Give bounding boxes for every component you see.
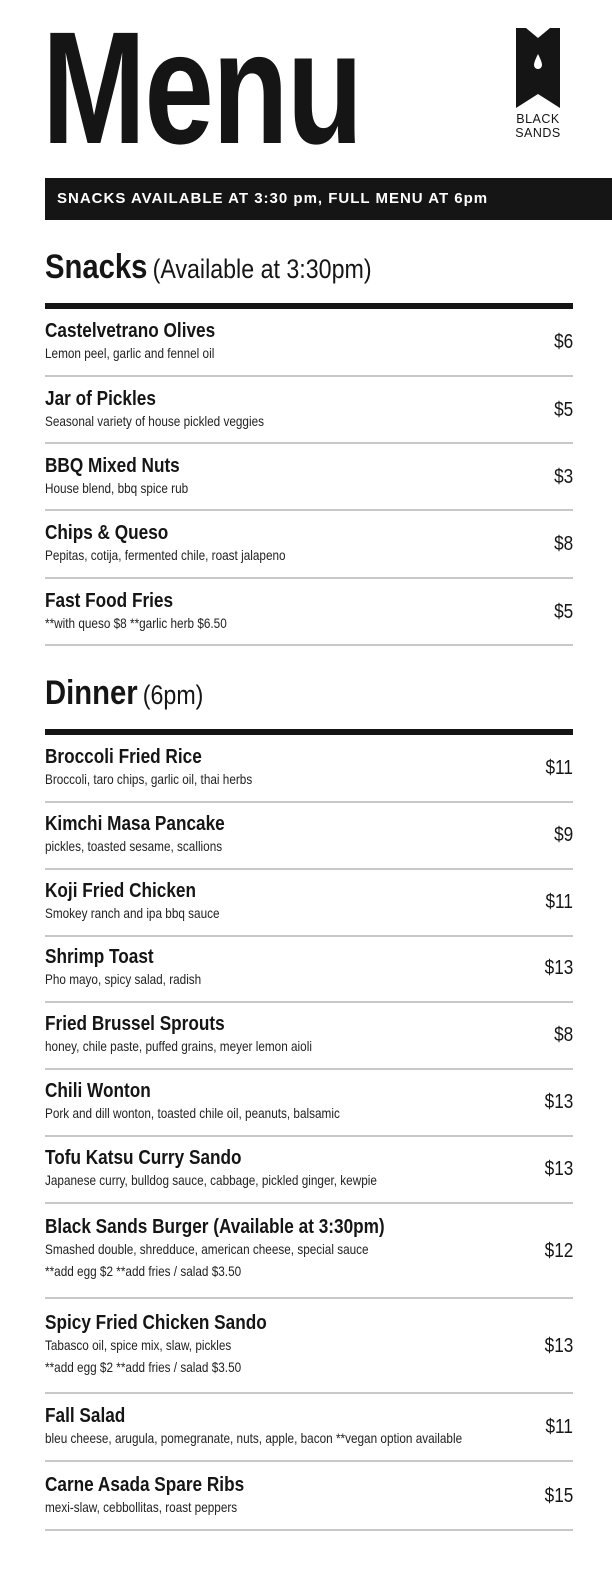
item-name: Kimchi Masa Pancake: [45, 813, 225, 835]
item-price: $9: [553, 824, 573, 846]
item-name: Chili Wonton: [45, 1080, 151, 1102]
item-name: Spicy Fried Chicken Sando: [45, 1312, 267, 1334]
item-divider: [45, 1529, 573, 1531]
item-price: $8: [553, 533, 573, 555]
dinner-heading: [45, 674, 203, 713]
page-title: Menu: [42, 0, 362, 177]
item-divider: [45, 1297, 573, 1299]
item-name: Koji Fried Chicken: [45, 880, 197, 902]
ribbon-drop-icon: [516, 28, 560, 108]
item-price: $5: [553, 601, 573, 623]
item-divider: [45, 1068, 573, 1070]
item-price: $11: [545, 891, 573, 913]
item-name: Castelvetrano Olives: [45, 320, 216, 342]
item-description: Pepitas, cotija, fermented chile, roast jalapeno: [45, 547, 286, 563]
item-divider: [45, 801, 573, 803]
item-name: Broccoli Fried Rice: [45, 746, 202, 768]
item-divider: [45, 375, 573, 377]
section-sub: (6pm): [142, 680, 204, 710]
item-name: Black Sands Burger (Available at 3:30pm): [45, 1216, 385, 1238]
item-description: House blend, bbq spice rub: [45, 480, 189, 496]
item-description: Seasonal variety of house pickled veggies: [45, 413, 265, 429]
item-name: Fall Salad: [45, 1405, 126, 1427]
item-divider: [45, 577, 573, 579]
section-name: Snacks: [45, 248, 148, 286]
item-name: Chips & Queso: [45, 522, 169, 544]
item-description: Pho mayo, spicy salad, radish: [45, 971, 202, 987]
item-price: $12: [544, 1240, 573, 1262]
item-note: **add egg $2 **add fries / salad $3.50: [45, 1263, 242, 1279]
item-description: Pork and dill wonton, toasted chile oil, peanuts, balsamic: [45, 1105, 340, 1121]
item-divider: [45, 935, 573, 937]
item-divider: [45, 1001, 573, 1003]
section-name: Dinner: [45, 674, 138, 712]
item-name: Shrimp Toast: [45, 946, 154, 968]
item-price: $8: [553, 1024, 573, 1046]
item-divider: [45, 509, 573, 511]
item-price: $11: [545, 757, 573, 779]
item-price: $6: [553, 331, 573, 353]
black-sands-logo: [508, 28, 568, 140]
item-price: $3: [553, 466, 573, 488]
item-divider: [45, 1135, 573, 1137]
item-divider: [45, 644, 573, 646]
item-divider: [45, 442, 573, 444]
item-description: pickles, toasted sesame, scallions: [45, 838, 223, 854]
item-description: Broccoli, taro chips, garlic oil, thai herbs: [45, 771, 253, 787]
item-price: $15: [544, 1485, 573, 1507]
section-divider: [45, 729, 573, 735]
section-sub: (Available at 3:30pm): [152, 254, 372, 284]
item-description: Smashed double, shredduce, american cheese, special sauce: [45, 1241, 369, 1257]
hours-banner: SNACKS AVAILABLE AT 3:30 pm, FULL MENU AT 6pm: [45, 178, 612, 220]
item-name: Fried Brussel Sprouts: [45, 1013, 225, 1035]
item-divider: [45, 1392, 573, 1394]
item-description: honey, chile paste, puffed grains, meyer lemon aioli: [45, 1038, 312, 1054]
logo-text-line2: SANDS: [515, 126, 561, 140]
item-name: Tofu Katsu Curry Sando: [45, 1147, 242, 1169]
item-price: $13: [544, 1335, 573, 1357]
item-name: Fast Food Fries: [45, 590, 174, 612]
item-price: $5: [553, 399, 573, 421]
section-divider: [45, 303, 573, 309]
item-price: $13: [544, 1158, 573, 1180]
item-name: BBQ Mixed Nuts: [45, 455, 180, 477]
item-description: bleu cheese, arugula, pomegranate, nuts, apple, bacon **vegan option available: [45, 1430, 463, 1446]
snacks-heading: [45, 248, 372, 287]
item-price: $11: [545, 1416, 573, 1438]
item-description: Tabasco oil, spice mix, slaw, pickles: [45, 1337, 232, 1353]
item-description: Lemon peel, garlic and fennel oil: [45, 345, 215, 361]
item-description: **with queso $8 **garlic herb $6.50: [45, 615, 227, 631]
item-divider: [45, 1460, 573, 1462]
item-description: Japanese curry, bulldog sauce, cabbage, pickled ginger, kewpie: [45, 1172, 377, 1188]
item-name: Carne Asada Spare Ribs: [45, 1474, 245, 1496]
item-name: Jar of Pickles: [45, 388, 156, 410]
item-price: $13: [544, 1091, 573, 1113]
item-description: mexi-slaw, cebbollitas, roast peppers: [45, 1499, 238, 1515]
logo-text-line1: BLACK: [516, 112, 560, 126]
item-note: **add egg $2 **add fries / salad $3.50: [45, 1359, 242, 1375]
item-description: Smokey ranch and ipa bbq sauce: [45, 905, 220, 921]
item-price: $13: [544, 957, 573, 979]
item-divider: [45, 1202, 573, 1204]
item-divider: [45, 868, 573, 870]
